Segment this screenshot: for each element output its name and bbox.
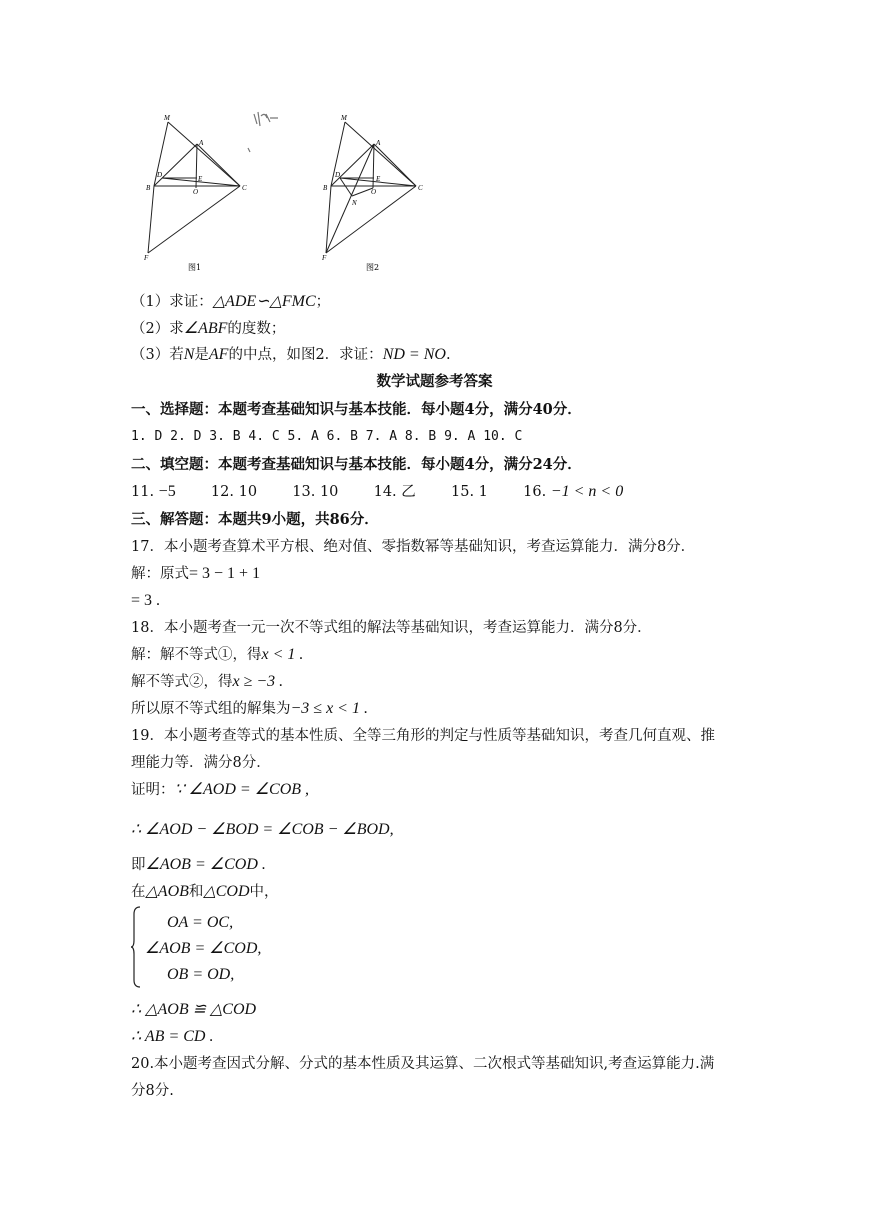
question-2 [131,319,285,339]
fig2-line-MC [345,122,416,186]
q19-intro-2: 理能力等．满分8分． [131,755,271,771]
q17-intro: 17．本小题考查算术平方根、绝对值、零指数幂等基础知识，考查运算能力．满分8分． [131,539,696,555]
q1-math: △ADE∽△FMC [212,293,316,310]
q19-l5: ∴ △AOB ≌ △COD [131,1001,257,1018]
section1-answers: 1. D 2. D 3. B 4. C 5. A 6. B 7. A 8. B 9. A 10. C [131,429,523,444]
fig1-line-BF [148,186,154,253]
q19-proof-line3 [131,855,266,875]
section3-heading: 三、解答题：本题共9小题，共86分． [131,511,379,528]
fig1-label-M: M [164,114,170,122]
fill-12-val: 10 [238,484,258,500]
sys-eq-3: OB = OD, [167,966,235,983]
q19-l4-a: 在 [131,884,146,900]
q3-label: （3）若 [131,347,184,363]
fill-12-num: 12. [210,484,234,500]
fig2-label-E: E [376,175,381,183]
fill-15-num: 15. [451,484,475,500]
q19-proof-line5 [131,1000,256,1020]
sys-eq-2: ∠AOB = ∠COD, [145,940,262,957]
q18-line1 [131,645,303,665]
q20-intro-2: 分8分. [131,1083,174,1099]
q19-intro-1: 19．本小题考查等式的基本性质、全等三角形的判定与性质等基础知识，考查几何直观、推 [131,728,715,744]
fig2-line-AF [326,144,377,253]
q17-line1-text: 解：原式 [131,566,189,582]
fill-14-val: 乙 [401,484,416,500]
q1-label: （1）求证： [131,294,213,310]
q3-mid: 是 [194,347,209,363]
q18-line3 [131,699,368,719]
fig1-line-FC [148,186,240,253]
q19-l3-math: ∠AOB = ∠COD . [145,856,266,873]
system-eq-3 [167,965,234,985]
q19-l4-b: 和 [188,884,204,900]
fig1-label-C: C [242,184,247,192]
fig2-label-M: M [341,114,347,122]
q18-line2 [131,672,283,692]
fill-15-val: 1 [478,484,488,500]
q19-proof-line4 [131,882,279,902]
q3-math-eq: ND = NO [382,346,446,363]
fill-11-num: 11. [131,484,155,500]
q2-label: （2）求 [131,321,184,337]
fig1-label-B: B [146,184,151,192]
system-eq-1 [167,913,233,933]
fig2-label-N: N [352,199,357,207]
fig2-label-F: F [322,254,327,262]
fig2-label-C: C [418,184,423,192]
question-1 [131,292,330,312]
q17-line1-math: = 3 − 1 + 1 [189,565,261,582]
q18-intro: 18．本小题考查一元一次不等式组的解法等基础知识，考查运算能力．满分8分． [131,620,652,636]
section2-heading: 二、填空题：本题考查基础知识与基本技能．每小题4分，满分24分． [131,456,582,473]
q3-mid2: 的中点，如图2．求证： [228,347,383,363]
fill-13-num: 13. [292,484,316,500]
fig2-line-AC [374,144,416,186]
fill-13-val: 10 [319,484,339,500]
system-eq-2 [145,939,261,959]
q20-intro-1: 20.本小题考查因式分解、分式的基本性质及其运算、二次根式等基础知识,考查运算能力.满 [131,1056,715,1072]
section2-answers [131,482,623,502]
system-brace [131,906,141,988]
fig2-label-A: A [376,139,381,147]
fig1-line-MC [168,122,240,186]
sys-eq-1: OA = OC, [167,914,234,931]
q17-line2-math: = 3 . [131,592,161,609]
geometry-figures [140,108,440,278]
fig1-label-D: D [157,171,163,179]
section1-heading: 一、选择题：本题考查基础知识与基本技能．每小题4分，满分40分． [131,401,582,418]
q18-line2-text: 解不等式②，得 [131,674,233,690]
q19-proof-label: 证明： [131,782,175,798]
fig2-line-DN [340,178,352,196]
q18-line3-text: 所以原不等式组的解集为 [131,701,291,717]
q17-line1 [131,564,260,584]
fill-16-val: −1 < n < 0 [550,483,624,500]
fig1-label-A: A [199,139,204,147]
fig1-caption: 图1 [188,263,202,272]
q19-l6: ∴ AB = CD . [131,1028,214,1045]
fill-11-val: −5 [158,483,176,500]
fig2-line-FC [326,186,416,253]
q3-math-af: AF [208,346,229,363]
q19-l4-m2: △COD [203,883,250,900]
fill-14-num: 14. [373,484,397,500]
q19-l3-text: 即 [131,857,146,873]
fig1-label-E: E [198,175,203,183]
q18-line3-math: −3 ≤ x < 1 . [290,700,368,717]
ink-artifact [248,112,278,152]
q3-suffix: . [445,347,451,363]
q19-l1: ∵ ∠AOD = ∠COB , [174,781,310,798]
fig1-label-F: F [144,254,149,262]
question-3 [131,345,451,365]
q19-l4-m1: △AOB [145,883,189,900]
fig2-label-B: B [323,184,328,192]
q18-line1-text: 解：解不等式①，得 [131,647,262,663]
fig1-label-O: O [193,188,199,196]
fill-16-num: 16. [523,484,547,500]
q19-proof-line2 [131,820,394,840]
q19-proof-line1 [131,780,309,800]
q17-line2 [131,591,160,611]
q19-proof-line6 [131,1027,213,1047]
q1-suffix: ； [315,294,331,310]
q18-line2-math: x ≥ −3 . [232,673,284,690]
fig2-label-O: O [371,188,377,196]
q19-l2: ∴ ∠AOD − ∠BOD = ∠COB − ∠BOD, [131,821,394,838]
q18-line1-math: x < 1 . [261,646,304,663]
fig2-caption: 图2 [366,263,380,272]
fig1-line-AC [197,144,240,186]
fig2-line-NO [352,188,373,196]
q2-math: ∠ABF [183,320,228,337]
answer-title: 数学试题参考答案 [376,373,493,390]
q3-math-n: N [183,346,195,363]
fig2-label-D: D [335,171,341,179]
q2-suffix: 的度数； [227,321,286,337]
q19-l4-c: 中， [249,884,279,900]
